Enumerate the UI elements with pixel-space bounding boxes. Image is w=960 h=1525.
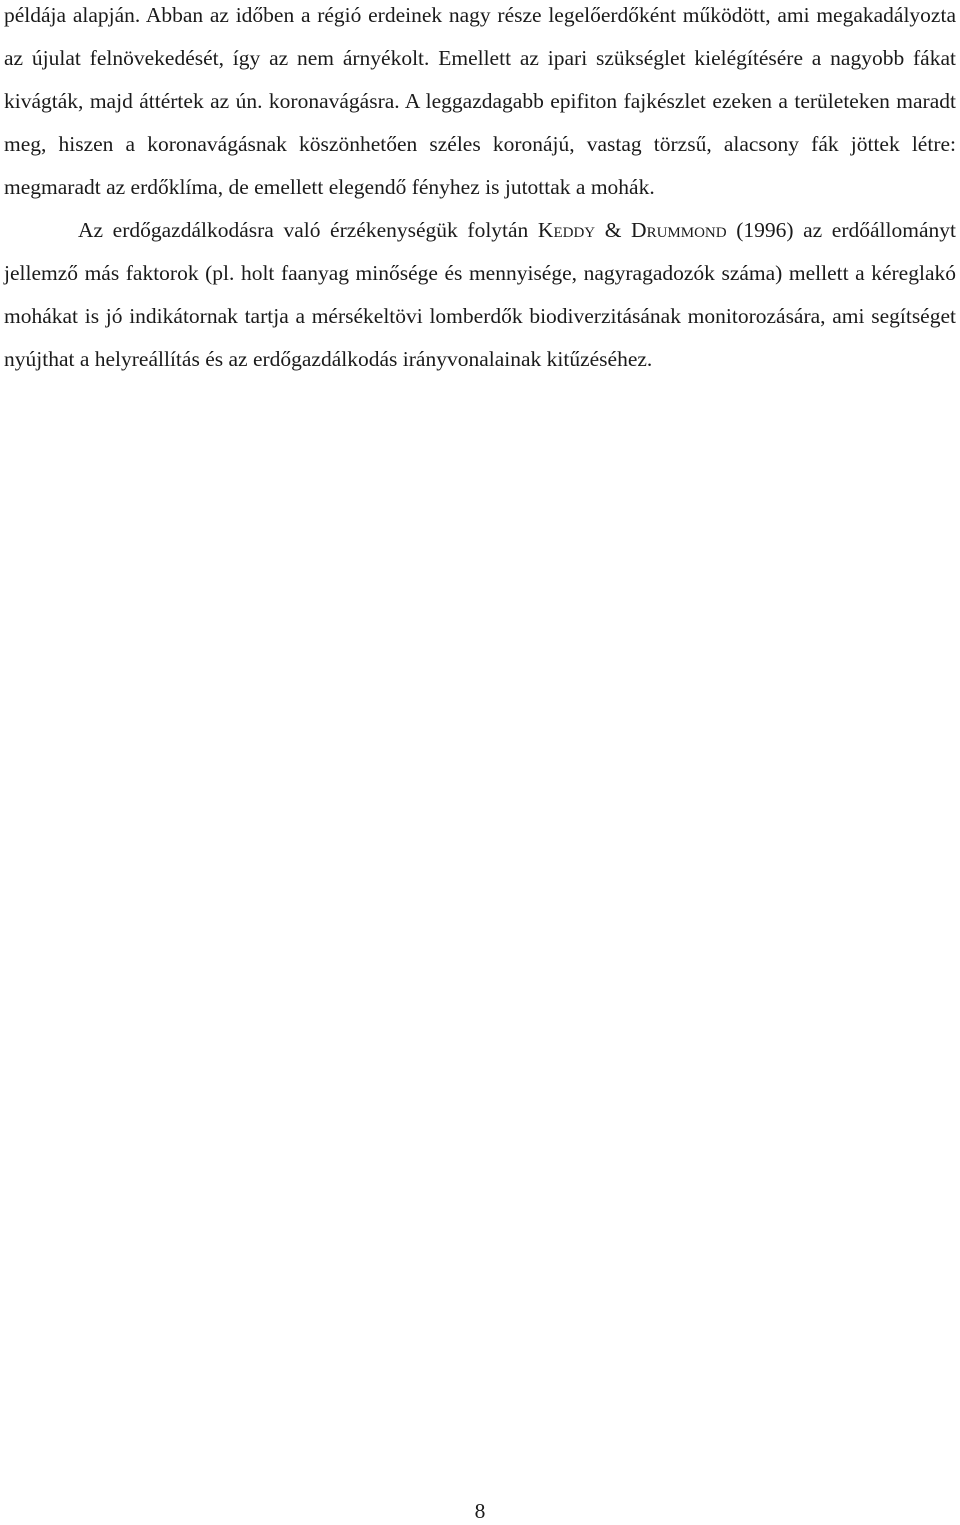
paragraph-2-text-after: (1996) az erdőállományt jellemző más faktorok (pl. holt faanyag minősége és mennyisége, nagyragadozók száma) mellett a kéreglakó mohákat is jó indikátornak tartja a mérsékeltövi lomberdők biodiverzitásának monitorozására, ami segítséget nyújthat a helyreállítás és az erdőgazdálkodás irányvonalainak kitűzéséhez. — [4, 218, 956, 371]
paragraph-2-text-before: Az erdőgazdálkodásra való érzékenységük folytán — [78, 218, 538, 242]
author-name-drummond: Drummond — [631, 218, 727, 242]
author-name-keddy: Keddy — [537, 218, 596, 242]
paragraph-2-text-between: & — [595, 218, 632, 242]
paragraph-2 — [4, 209, 956, 381]
page-number: 8 — [474, 1499, 486, 1523]
page-body — [4, 0, 956, 381]
paragraph-1-text: példája alapján. Abban az időben a régió erdeinek nagy része legelőerdőként működött, ami megakadályozta az újulat felnövekedését, így az nem árnyékolt. Emellett az ipari szükséglet kielégítésére a nagyobb fákat kivágták, majd áttértek az ún. koronavágásra. A leggazdagabb epifiton fajkészlet ezeken a területeken maradt meg, hiszen a koronavágásnak köszönhetően széles koronájú, vastag törzsű, alacsony fák jöttek létre: megmaradt az erdőklíma, de emellett elegendő fényhez is jutottak a mohák. — [4, 3, 956, 199]
paragraph-1 — [4, 0, 956, 209]
